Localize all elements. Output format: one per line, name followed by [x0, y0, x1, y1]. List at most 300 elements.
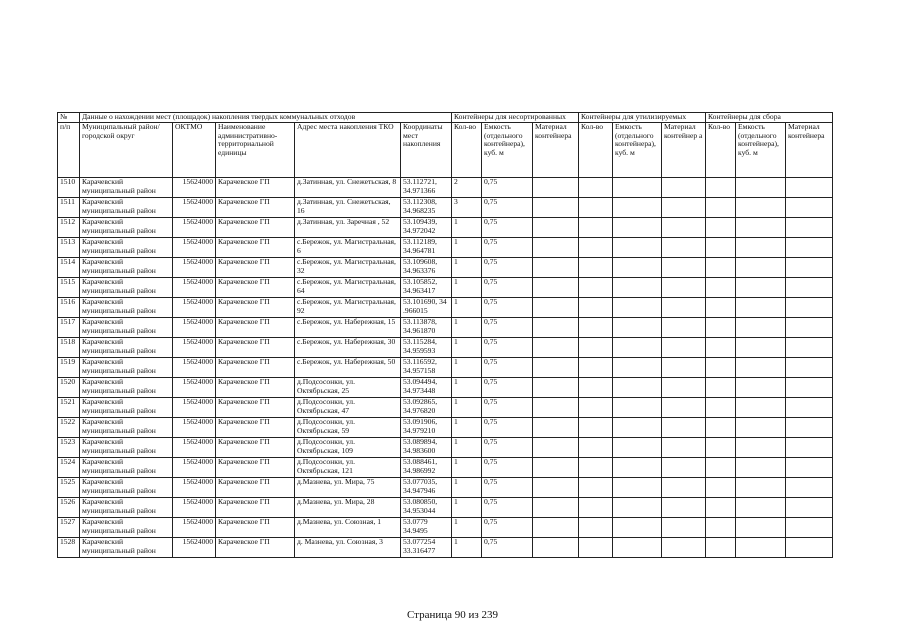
address-cell: с.Бережок, ул. Набережная, 15 — [295, 318, 401, 338]
container-qty-cell: 1 — [452, 338, 482, 358]
container-volume-cell: 0,75 — [482, 518, 533, 538]
col-header-material-3: Материал контейнера — [786, 123, 833, 178]
empty-cell — [706, 318, 736, 338]
empty-cell — [662, 218, 706, 238]
container-volume-cell: 0,75 — [482, 358, 533, 378]
oktmo-cell: 15624000 — [173, 538, 216, 558]
address-cell: с.Бережок, ул. Набережная, 30 — [295, 338, 401, 358]
row-number: 1528 — [58, 538, 80, 558]
empty-cell — [613, 218, 662, 238]
empty-cell — [533, 298, 579, 318]
empty-cell — [579, 418, 613, 438]
district-cell: Карачевский муниципальный район — [80, 178, 173, 198]
district-cell: Карачевский муниципальный район — [80, 258, 173, 278]
oktmo-cell: 15624000 — [173, 378, 216, 398]
empty-cell — [533, 458, 579, 478]
oktmo-cell: 15624000 — [173, 218, 216, 238]
table-row — [58, 178, 833, 198]
unit-cell: Карачевское ГП — [216, 538, 295, 558]
table-row — [58, 258, 833, 278]
empty-cell — [662, 238, 706, 258]
table-row — [58, 398, 833, 418]
empty-cell — [613, 498, 662, 518]
district-cell: Карачевский муниципальный район — [80, 478, 173, 498]
unit-cell: Карачевское ГП — [216, 238, 295, 258]
empty-cell — [662, 278, 706, 298]
district-cell: Карачевский муниципальный район — [80, 238, 173, 258]
table-row — [58, 378, 833, 398]
container-volume-cell: 0,75 — [482, 178, 533, 198]
table-row — [58, 478, 833, 498]
empty-cell — [706, 178, 736, 198]
empty-cell — [706, 358, 736, 378]
container-qty-cell: 1 — [452, 358, 482, 378]
empty-cell — [786, 498, 833, 518]
coords-cell: 53.091906, 34.979210 — [401, 418, 452, 438]
empty-cell — [579, 538, 613, 558]
empty-cell — [786, 278, 833, 298]
empty-cell — [533, 478, 579, 498]
empty-cell — [706, 398, 736, 418]
empty-cell — [613, 278, 662, 298]
table-row — [58, 218, 833, 238]
address-cell: с.Бережок, ул. Набережная, 50 — [295, 358, 401, 378]
container-volume-cell: 0,75 — [482, 258, 533, 278]
unit-cell: Карачевское ГП — [216, 258, 295, 278]
header-group-collection: Контейнеры для сбора — [706, 113, 833, 123]
unit-cell: Карачевское ГП — [216, 398, 295, 418]
unit-cell: Карачевское ГП — [216, 338, 295, 358]
oktmo-cell: 15624000 — [173, 518, 216, 538]
container-volume-cell: 0,75 — [482, 318, 533, 338]
district-cell: Карачевский муниципальный район — [80, 298, 173, 318]
header-row-groups — [58, 113, 833, 123]
empty-cell — [613, 318, 662, 338]
unit-cell: Карачевское ГП — [216, 218, 295, 238]
row-number: 1523 — [58, 438, 80, 458]
coords-cell: 53.105852, 34.963417 — [401, 278, 452, 298]
table-row — [58, 358, 833, 378]
empty-cell — [736, 478, 786, 498]
address-cell: д.Подсосонки, ул. Октябрьская, 59 — [295, 418, 401, 438]
row-number: 1518 — [58, 338, 80, 358]
container-volume-cell: 0,75 — [482, 278, 533, 298]
empty-cell — [533, 438, 579, 458]
empty-cell — [613, 198, 662, 218]
empty-cell — [786, 438, 833, 458]
empty-cell — [736, 498, 786, 518]
empty-cell — [706, 538, 736, 558]
empty-cell — [613, 178, 662, 198]
district-cell: Карачевский муниципальный район — [80, 358, 173, 378]
empty-cell — [533, 278, 579, 298]
empty-cell — [613, 398, 662, 418]
oktmo-cell: 15624000 — [173, 258, 216, 278]
container-volume-cell: 0,75 — [482, 338, 533, 358]
address-cell: с.Бережок, ул. Магистральная, 6 — [295, 238, 401, 258]
empty-cell — [533, 358, 579, 378]
container-qty-cell: 1 — [452, 238, 482, 258]
col-header-address: Адрес места накопления ТКО — [295, 123, 401, 178]
coords-cell: 53.109608, 34.963376 — [401, 258, 452, 278]
address-cell: с.Бережок, ул. Магистральная, 92 — [295, 298, 401, 318]
table-row — [58, 278, 833, 298]
empty-cell — [786, 378, 833, 398]
container-qty-cell: 1 — [452, 398, 482, 418]
unit-cell: Карачевское ГП — [216, 518, 295, 538]
address-cell: д.Подсосонки, ул. Октябрьская, 121 — [295, 458, 401, 478]
unit-cell: Карачевское ГП — [216, 358, 295, 378]
empty-cell — [786, 178, 833, 198]
header-group-recyclable: Контейнеры для утилизируемых — [579, 113, 706, 123]
container-volume-cell: 0,75 — [482, 398, 533, 418]
empty-cell — [706, 458, 736, 478]
empty-cell — [579, 438, 613, 458]
address-cell: д.Мазнева, ул. Союзная, 1 — [295, 518, 401, 538]
empty-cell — [662, 318, 706, 338]
empty-cell — [786, 238, 833, 258]
container-volume-cell: 0,75 — [482, 478, 533, 498]
empty-cell — [579, 458, 613, 478]
empty-cell — [786, 398, 833, 418]
empty-cell — [579, 298, 613, 318]
row-number: 1521 — [58, 398, 80, 418]
container-volume-cell: 0,75 — [482, 218, 533, 238]
empty-cell — [786, 478, 833, 498]
container-volume-cell: 0,75 — [482, 238, 533, 258]
empty-cell — [579, 478, 613, 498]
table-row — [58, 418, 833, 438]
row-number: 1516 — [58, 298, 80, 318]
container-qty-cell: 2 — [452, 178, 482, 198]
empty-cell — [706, 298, 736, 318]
empty-cell — [579, 178, 613, 198]
address-cell: д.Мазнева, ул. Мира, 75 — [295, 478, 401, 498]
empty-cell — [579, 218, 613, 238]
table-row — [58, 238, 833, 258]
empty-cell — [662, 418, 706, 438]
empty-cell — [662, 198, 706, 218]
coords-cell: 53.092865, 34.976820 — [401, 398, 452, 418]
container-volume-cell: 0,75 — [482, 498, 533, 518]
table-row — [58, 458, 833, 478]
container-qty-cell: 1 — [452, 278, 482, 298]
container-qty-cell: 1 — [452, 318, 482, 338]
register-sheet — [57, 112, 833, 558]
empty-cell — [736, 338, 786, 358]
address-cell: д.Затинная, ул. Заречная , 52 — [295, 218, 401, 238]
empty-cell — [736, 278, 786, 298]
empty-cell — [706, 238, 736, 258]
header-group-site-data: Данные о нахождении мест (площадок) накопления твердых коммунальных отходов — [80, 113, 452, 123]
empty-cell — [662, 258, 706, 278]
col-header-qty-2: Кол-во — [579, 123, 613, 178]
empty-cell — [613, 438, 662, 458]
row-number: 1511 — [58, 198, 80, 218]
container-volume-cell: 0,75 — [482, 378, 533, 398]
container-volume-cell: 0,75 — [482, 418, 533, 438]
empty-cell — [662, 398, 706, 418]
empty-cell — [579, 198, 613, 218]
oktmo-cell: 15624000 — [173, 238, 216, 258]
table-row — [58, 438, 833, 458]
district-cell: Карачевский муниципальный район — [80, 198, 173, 218]
unit-cell: Карачевское ГП — [216, 318, 295, 338]
coords-cell: 53.0779 34.9495 — [401, 518, 452, 538]
unit-cell: Карачевское ГП — [216, 198, 295, 218]
district-cell: Карачевский муниципальный район — [80, 458, 173, 478]
container-qty-cell: 1 — [452, 298, 482, 318]
empty-cell — [662, 178, 706, 198]
table-row — [58, 298, 833, 318]
empty-cell — [533, 378, 579, 398]
row-number: 1524 — [58, 458, 80, 478]
empty-cell — [579, 358, 613, 378]
empty-cell — [613, 518, 662, 538]
empty-cell — [579, 398, 613, 418]
empty-cell — [736, 198, 786, 218]
address-cell: д.Подсосонки, ул. Октябрьская, 47 — [295, 398, 401, 418]
empty-cell — [662, 438, 706, 458]
coords-cell: 53.109439, 34.972042 — [401, 218, 452, 238]
empty-cell — [613, 458, 662, 478]
address-cell: с.Бережок, ул. Магистральная, 64 — [295, 278, 401, 298]
empty-cell — [736, 318, 786, 338]
row-number: 1514 — [58, 258, 80, 278]
empty-cell — [579, 318, 613, 338]
header-row-columns — [58, 123, 833, 178]
empty-cell — [662, 458, 706, 478]
empty-cell — [706, 498, 736, 518]
oktmo-cell: 15624000 — [173, 178, 216, 198]
container-qty-cell: 1 — [452, 378, 482, 398]
coords-cell: 53.116592, 34.957158 — [401, 358, 452, 378]
empty-cell — [706, 198, 736, 218]
empty-cell — [736, 378, 786, 398]
empty-cell — [533, 318, 579, 338]
empty-cell — [706, 378, 736, 398]
district-cell: Карачевский муниципальный район — [80, 418, 173, 438]
empty-cell — [533, 398, 579, 418]
district-cell: Карачевский муниципальный район — [80, 278, 173, 298]
address-cell: д.Подсосонки, ул. Октябрьская, 109 — [295, 438, 401, 458]
page-footer: Страница 90 из 239 — [406, 609, 499, 621]
row-number: 1527 — [58, 518, 80, 538]
col-header-unit: Наименование административно-территориальной единицы — [216, 123, 295, 178]
unit-cell: Карачевское ГП — [216, 438, 295, 458]
container-volume-cell: 0,75 — [482, 438, 533, 458]
unit-cell: Карачевское ГП — [216, 458, 295, 478]
district-cell: Карачевский муниципальный район — [80, 498, 173, 518]
container-qty-cell: 3 — [452, 198, 482, 218]
address-cell: д.Мазнева, ул. Мира, 28 — [295, 498, 401, 518]
col-header-material-2: Материал контейнер а — [662, 123, 706, 178]
row-number: 1512 — [58, 218, 80, 238]
district-cell: Карачевский муниципальный район — [80, 338, 173, 358]
empty-cell — [662, 298, 706, 318]
row-number: 1519 — [58, 358, 80, 378]
container-volume-cell: 0,75 — [482, 198, 533, 218]
address-cell: д.Подсосонки, ул. Октябрьская, 25 — [295, 378, 401, 398]
empty-cell — [786, 418, 833, 438]
header-no: № — [58, 113, 80, 123]
table-row — [58, 518, 833, 538]
oktmo-cell: 15624000 — [173, 478, 216, 498]
container-qty-cell: 1 — [452, 498, 482, 518]
empty-cell — [662, 338, 706, 358]
oktmo-cell: 15624000 — [173, 418, 216, 438]
container-volume-cell: 0,75 — [482, 538, 533, 558]
empty-cell — [613, 298, 662, 318]
oktmo-cell: 15624000 — [173, 298, 216, 318]
empty-cell — [706, 418, 736, 438]
table-row — [58, 198, 833, 218]
table-row — [58, 318, 833, 338]
col-header-pp: п/п — [58, 123, 80, 178]
coords-cell: 53.088461, 34.986992 — [401, 458, 452, 478]
empty-cell — [533, 178, 579, 198]
empty-cell — [786, 358, 833, 378]
empty-cell — [662, 498, 706, 518]
row-number: 1513 — [58, 238, 80, 258]
container-qty-cell: 1 — [452, 518, 482, 538]
district-cell: Карачевский муниципальный район — [80, 518, 173, 538]
empty-cell — [786, 338, 833, 358]
coords-cell: 53.080850, 34.953044 — [401, 498, 452, 518]
empty-cell — [706, 218, 736, 238]
empty-cell — [786, 458, 833, 478]
empty-cell — [736, 238, 786, 258]
address-cell: д.Затинная, ул. Снежетьская, 8 — [295, 178, 401, 198]
container-qty-cell: 1 — [452, 438, 482, 458]
empty-cell — [533, 218, 579, 238]
district-cell: Карачевский муниципальный район — [80, 538, 173, 558]
coords-cell: 53.115284, 34.959593 — [401, 338, 452, 358]
row-number: 1517 — [58, 318, 80, 338]
empty-cell — [533, 538, 579, 558]
oktmo-cell: 15624000 — [173, 358, 216, 378]
empty-cell — [613, 258, 662, 278]
empty-cell — [736, 538, 786, 558]
empty-cell — [579, 518, 613, 538]
empty-cell — [706, 258, 736, 278]
coords-cell: 53.077035, 34.947946 — [401, 478, 452, 498]
empty-cell — [786, 198, 833, 218]
unit-cell: Карачевское ГП — [216, 278, 295, 298]
empty-cell — [613, 338, 662, 358]
empty-cell — [533, 258, 579, 278]
empty-cell — [533, 238, 579, 258]
coords-cell: 53.112721, 34.971366 — [401, 178, 452, 198]
empty-cell — [786, 518, 833, 538]
empty-cell — [613, 538, 662, 558]
unit-cell: Карачевское ГП — [216, 478, 295, 498]
col-header-volume-1: Емкость (отдельного контейнера), куб. м — [482, 123, 533, 178]
empty-cell — [706, 478, 736, 498]
empty-cell — [613, 238, 662, 258]
empty-cell — [786, 298, 833, 318]
waste-sites-table — [57, 112, 833, 558]
table-row — [58, 498, 833, 518]
empty-cell — [613, 478, 662, 498]
empty-cell — [786, 258, 833, 278]
district-cell: Карачевский муниципальный район — [80, 318, 173, 338]
empty-cell — [533, 198, 579, 218]
oktmo-cell: 15624000 — [173, 318, 216, 338]
table-row — [58, 338, 833, 358]
row-number: 1510 — [58, 178, 80, 198]
container-qty-cell: 1 — [452, 458, 482, 478]
empty-cell — [533, 338, 579, 358]
unit-cell: Карачевское ГП — [216, 298, 295, 318]
row-number: 1522 — [58, 418, 80, 438]
unit-cell: Карачевское ГП — [216, 178, 295, 198]
empty-cell — [736, 518, 786, 538]
coords-cell: 53.113878, 34.961870 — [401, 318, 452, 338]
empty-cell — [736, 178, 786, 198]
unit-cell: Карачевское ГП — [216, 418, 295, 438]
empty-cell — [579, 498, 613, 518]
empty-cell — [533, 498, 579, 518]
container-qty-cell: 1 — [452, 538, 482, 558]
unit-cell: Карачевское ГП — [216, 378, 295, 398]
container-qty-cell: 1 — [452, 258, 482, 278]
empty-cell — [662, 358, 706, 378]
address-cell: д.Затинная, ул. Снежетьская, 16 — [295, 198, 401, 218]
empty-cell — [533, 418, 579, 438]
empty-cell — [736, 298, 786, 318]
coords-cell: 53.077254 33.316477 — [401, 538, 452, 558]
empty-cell — [736, 458, 786, 478]
address-cell: д. Мазнева, ул. Союзная, 3 — [295, 538, 401, 558]
coords-cell: 53.112189, 34.964781 — [401, 238, 452, 258]
empty-cell — [533, 518, 579, 538]
empty-cell — [706, 438, 736, 458]
empty-cell — [613, 378, 662, 398]
empty-cell — [706, 278, 736, 298]
coords-cell: 53.112308, 34.968235 — [401, 198, 452, 218]
oktmo-cell: 15624000 — [173, 458, 216, 478]
empty-cell — [736, 418, 786, 438]
empty-cell — [613, 418, 662, 438]
row-number: 1515 — [58, 278, 80, 298]
empty-cell — [786, 538, 833, 558]
district-cell: Карачевский муниципальный район — [80, 218, 173, 238]
empty-cell — [786, 318, 833, 338]
empty-cell — [706, 338, 736, 358]
container-qty-cell: 1 — [452, 418, 482, 438]
container-qty-cell: 1 — [452, 218, 482, 238]
container-volume-cell: 0,75 — [482, 298, 533, 318]
district-cell: Карачевский муниципальный район — [80, 398, 173, 418]
oktmo-cell: 15624000 — [173, 198, 216, 218]
empty-cell — [579, 278, 613, 298]
coords-cell: 53.101690, 34 .966015 — [401, 298, 452, 318]
coords-cell: 53.094494, 34.973448 — [401, 378, 452, 398]
empty-cell — [736, 218, 786, 238]
table-row — [58, 538, 833, 558]
container-volume-cell: 0,75 — [482, 458, 533, 478]
empty-cell — [706, 518, 736, 538]
col-header-district: Муниципальный район/городской округ — [80, 123, 173, 178]
empty-cell — [736, 398, 786, 418]
oktmo-cell: 15624000 — [173, 338, 216, 358]
oktmo-cell: 15624000 — [173, 498, 216, 518]
col-header-oktmo: ОКТМО — [173, 123, 216, 178]
empty-cell — [736, 358, 786, 378]
container-qty-cell: 1 — [452, 478, 482, 498]
col-header-qty-3: Кол-во — [706, 123, 736, 178]
